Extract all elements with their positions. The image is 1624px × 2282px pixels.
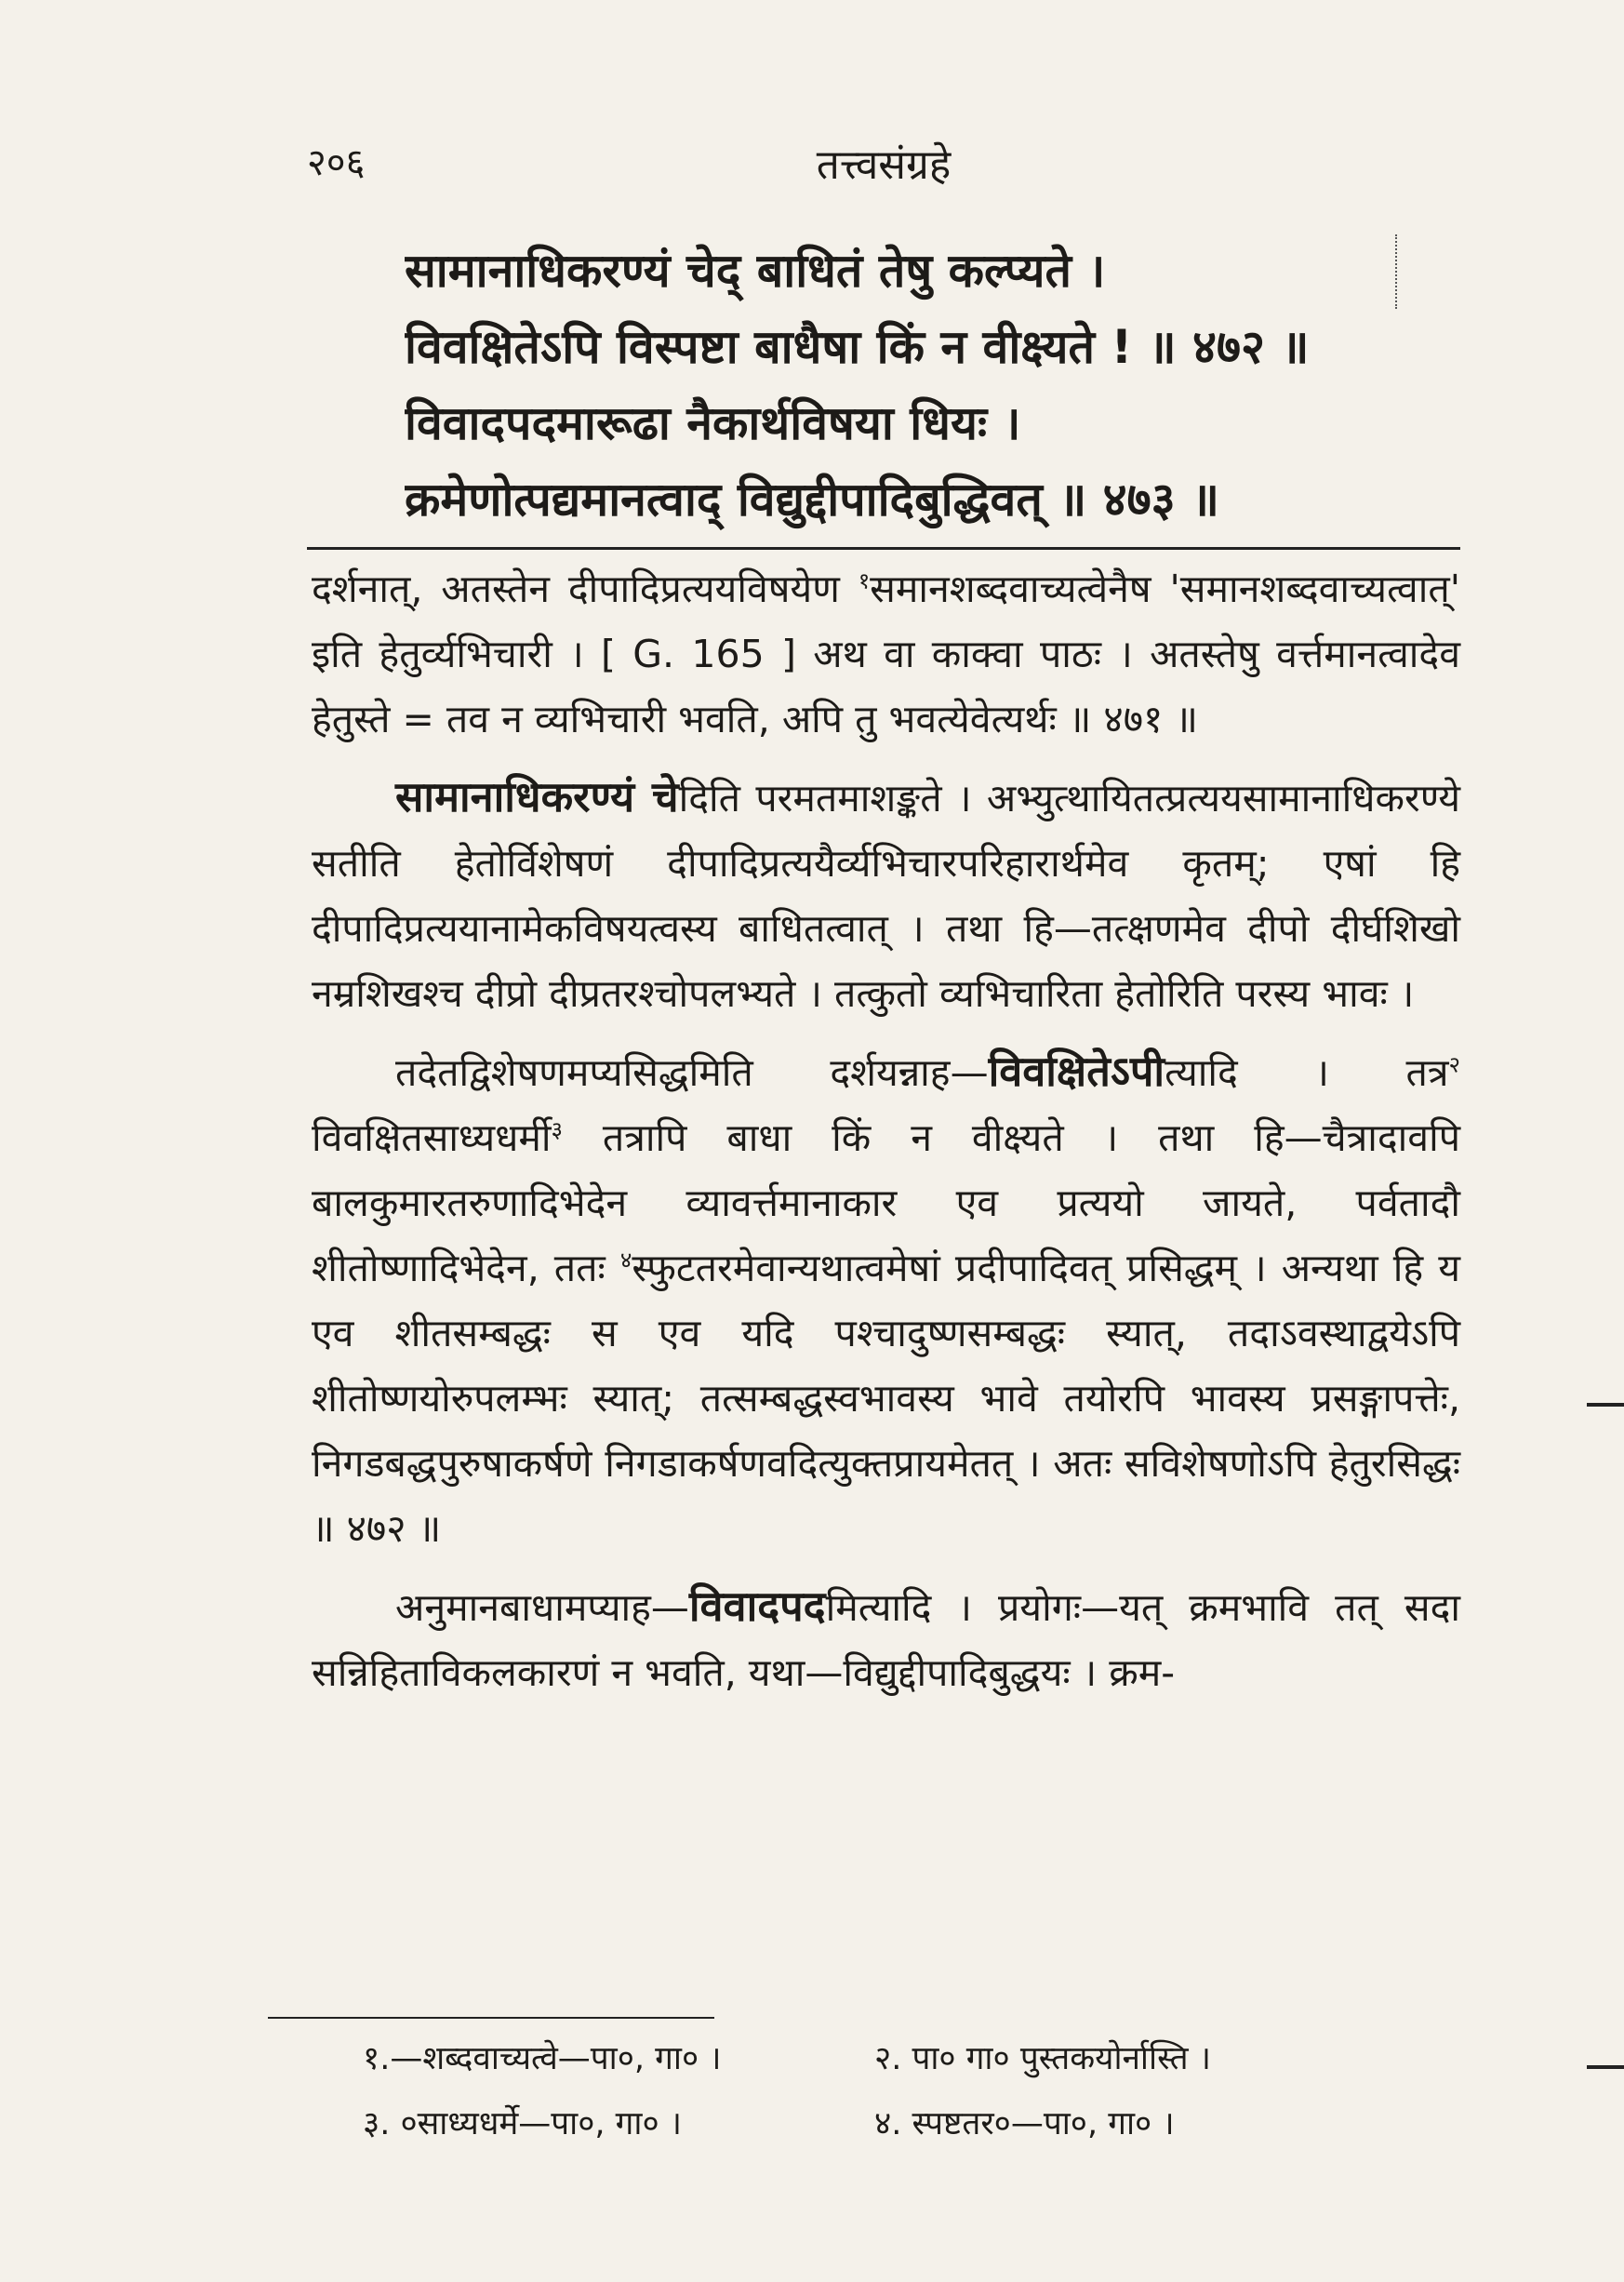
verse-line xyxy=(405,461,1409,538)
verse-text: क्रमेणोत्पद्यमानत्वाद् विद्युद्दीपादिबुद्धिवत् ॥ xyxy=(405,473,1087,527)
verse-divider xyxy=(307,547,1460,550)
commentary-paragraph xyxy=(312,765,1460,1026)
lemma: विवादपद xyxy=(688,1581,826,1631)
lemma: विवक्षितेऽपी xyxy=(988,1047,1165,1096)
verse-number: ४७२ ॥ xyxy=(1192,320,1310,374)
footnote: १.—शब्दवाच्यत्वे—पा०, गा० । xyxy=(363,2040,722,2077)
footnote: २. पा० गा० पुस्तकयोर्नास्ति । xyxy=(874,2040,1212,2077)
footnote-row xyxy=(363,2091,1386,2156)
verse-text: सामानाधिकरण्यं चेद् बाधितं तेषु कल्प्यते । xyxy=(405,244,1106,298)
commentary xyxy=(312,556,1460,1705)
verse-text: विवादपदमारूढा नैकार्थविषया धियः । xyxy=(405,396,1021,450)
footnote-ref: २ xyxy=(1448,1051,1460,1078)
edge-mark xyxy=(1587,1403,1624,1407)
footnote: ४. स्पष्टतर०—पा०, गा० । xyxy=(874,2105,1175,2142)
footnote-row xyxy=(363,2026,1386,2091)
text-run: विवक्षितसाध्यधर्मी xyxy=(312,1115,552,1160)
footnotes xyxy=(363,2026,1386,2156)
text-run: स्फुटतरमेवान्यथात्वमेषां प्रदीपादिवत् प्रसिद्धम् । अन्यथा हि य एव शीतसम्बद्धः स एव यदि पश्चादुष्णसम्बद्धः स्यात्, तदाऽवस्थाद्वयेऽपि शीतोष्णयोरुपलम्भः स्यात्; तत्सम्बद्धस्वभावस्य भावे तयोरपि भावस्य प्रसङ्गापत्तेः, निगडबद्धपुरुषाकर्षणे निगडाकर्षणवदित्युक्तप्रायमेतत् । अतः सविशेषणोऽपि हेतुरसिद्धः ॥ ४७२ ॥ xyxy=(312,1246,1461,1551)
text-run: अनुमानबाधामप्याह— xyxy=(395,1585,689,1630)
verse-line xyxy=(405,233,1409,309)
lemma: सामानाधिकरण्यं चे xyxy=(395,772,679,821)
commentary-paragraph xyxy=(312,1039,1460,1561)
footnote-ref: ४ xyxy=(619,1247,632,1274)
footnote-divider xyxy=(268,2017,714,2019)
page-number: २०६ xyxy=(307,141,366,184)
edge-mark xyxy=(1587,2065,1624,2069)
verse-text: विवक्षितेऽपि विस्पष्टा बाधैषा किं न वीक्ष्यते ! ॥ xyxy=(405,320,1177,374)
verse-block xyxy=(405,233,1409,538)
text-run: तत्रापि बाधा किं न वीक्ष्यते । तथा हि—चैत्रादावपि बालकुमारतरुणादिभेदेन व्यावर्त्तमानाकार एव प्रत्ययो जायते, पर्वतादौ शीतोष्णादिभेदेन, ततः xyxy=(312,1115,1460,1290)
footnote: ३. ०साध्यधर्मे—पा०, गा० । xyxy=(363,2105,683,2142)
text-run: मित्यादि । प्रयोगः—यत् क्रमभावि तत् सदा सन्निहिताविकलकारणं न भवति, यथा—विद्युद्दीपादिबुद्धयः । क्रम- xyxy=(312,1585,1460,1695)
page-header xyxy=(307,135,1460,191)
text-run: तदेतद्विशेषणमप्यसिद्धमिति दर्शयन्नाह— xyxy=(395,1050,989,1095)
text-run: दर्शनात्, अतस्तेन दीपादिप्रत्ययविषयेण xyxy=(312,567,859,611)
text-run: दिति परमतमाशङ्कते । अभ्युत्थायितत्प्रत्ययसामानाधिकरण्ये सतीति हेतोर्विशेषणं दीपादिप्रत्ययैर्व्यभिचारपरिहारार्थमेव कृतम्; एषां हि दीपादिप्रत्ययानामेकविषयत्वस्य बाधितत्वात् । तथा हि—तत्क्षणमेव दीपो दीर्घशिखो नम्रशिखश्च दीप्रो दीप्रतरश्चोपलभ्यते । तत्कुतो व्यभिचारिता हेतोरिति परस्य भावः । xyxy=(312,776,1460,1016)
verse-number: ४७३ ॥ xyxy=(1102,473,1219,527)
verse-line xyxy=(405,309,1409,385)
text-run: त्यादि । तत्र xyxy=(1165,1050,1449,1095)
commentary-paragraph xyxy=(312,556,1460,752)
footnote-ref: १ xyxy=(858,567,871,594)
text-run: समानशब्दवाच्यत्वेनैष 'समानशब्दवाच्यत्वात्' इति हेतुर्व्यभिचारी । [ G. 165 ] अथ वा काक्वा पाठः । अतस्तेषु वर्त्तमानत्वादेव हेतुस्ते = तव न व्यभिचारी भवति, अपि तु भवत्येवेत्यर्थः ॥ ४७१ ॥ xyxy=(312,567,1460,741)
commentary-paragraph xyxy=(312,1574,1460,1705)
footnote-ref: ३ xyxy=(551,1116,563,1143)
running-title: तत्त्वसंग्रहे xyxy=(816,141,952,189)
verse-line xyxy=(405,385,1409,461)
